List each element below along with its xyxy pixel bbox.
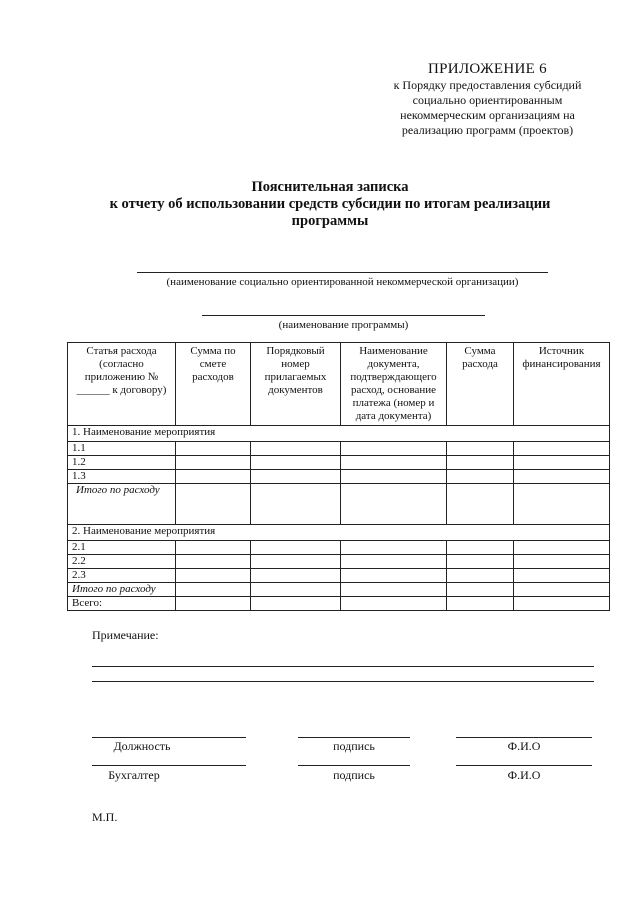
table-cell[interactable] [514, 456, 610, 470]
row-number: 1.1 [68, 442, 176, 456]
section-2-title: 2. Наименование мероприятия [68, 525, 610, 541]
title-line-3: программы [291, 213, 369, 229]
grand-total-row [68, 597, 610, 611]
table-cell[interactable] [176, 597, 251, 611]
accountant-line[interactable] [92, 765, 246, 766]
position-line[interactable] [92, 737, 246, 738]
table-cell[interactable] [341, 442, 447, 456]
signature-line[interactable] [298, 737, 410, 738]
expense-report-table [67, 342, 610, 611]
fio-label: Ф.И.О [507, 768, 541, 782]
row-number: 1.3 [68, 470, 176, 484]
header-estimate-sum: Сумма по смете расходов [176, 343, 251, 426]
table-cell[interactable] [514, 484, 610, 525]
table-cell[interactable] [251, 470, 341, 484]
table-cell[interactable] [447, 597, 514, 611]
table-row [68, 470, 610, 484]
table-cell[interactable] [251, 555, 341, 569]
row-number: 1.2 [68, 456, 176, 470]
table-cell[interactable] [176, 555, 251, 569]
table-row [68, 456, 610, 470]
org-name-caption: (наименование социально ориентированной некоммерческой организации) [166, 276, 519, 288]
header-doc-number: Порядковый номер прилагаемых документов [251, 343, 341, 426]
table-cell[interactable] [341, 569, 447, 583]
subtotal-label: Итого по расходу [68, 583, 176, 597]
table-cell[interactable] [447, 555, 514, 569]
org-name-line[interactable] [137, 272, 548, 273]
table-cell[interactable] [447, 541, 514, 555]
accountant-label: Бухгалтер [108, 768, 160, 782]
table-cell[interactable] [341, 597, 447, 611]
subtotal-row [68, 583, 610, 597]
appendix-title: ПРИЛОЖЕНИЕ 6 [428, 61, 547, 77]
note-line[interactable] [92, 681, 594, 682]
table-cell[interactable] [251, 442, 341, 456]
fio-line[interactable] [456, 765, 592, 766]
table-cell[interactable] [447, 583, 514, 597]
fio-line[interactable] [456, 737, 592, 738]
table-cell[interactable] [251, 583, 341, 597]
subtotal-label: Итого по расходу [68, 484, 176, 525]
table-cell[interactable] [447, 470, 514, 484]
table-cell[interactable] [447, 456, 514, 470]
table-cell[interactable] [176, 541, 251, 555]
signature-label: подпись [333, 739, 375, 753]
table-cell[interactable] [251, 541, 341, 555]
header-doc-name: Наименование документа, подтверждающего расход, основание платежа (номер и дата документа) [341, 343, 447, 426]
appendix-line: социально ориентированным [412, 93, 563, 107]
table-cell[interactable] [251, 456, 341, 470]
table-cell[interactable] [514, 569, 610, 583]
table-cell[interactable] [447, 484, 514, 525]
position-label: Должность [113, 739, 171, 753]
title-line-1: Пояснительная записка [251, 179, 409, 195]
table-cell[interactable] [341, 484, 447, 525]
table-cell[interactable] [341, 470, 447, 484]
table-cell[interactable] [514, 583, 610, 597]
section-row [68, 426, 610, 442]
section-1-title: 1. Наименование мероприятия [68, 426, 610, 442]
row-number: 2.1 [68, 541, 176, 555]
table-cell[interactable] [514, 541, 610, 555]
section-row [68, 525, 610, 541]
note-label: Примечание: [92, 628, 159, 642]
table-cell[interactable] [341, 583, 447, 597]
table-row [68, 541, 610, 555]
table-cell[interactable] [176, 569, 251, 583]
table-cell[interactable] [514, 597, 610, 611]
table-cell[interactable] [251, 484, 341, 525]
table-cell[interactable] [176, 470, 251, 484]
header-expense-item: Статья расхода (согласно приложению № ______ к договору) [68, 343, 176, 426]
table-cell[interactable] [341, 456, 447, 470]
table-cell[interactable] [514, 470, 610, 484]
program-name-line[interactable] [202, 315, 485, 316]
program-name-caption: (наименование программы) [278, 319, 409, 331]
title-line-2: к отчету об использовании средств субсидии по итогам реализации [109, 196, 551, 212]
table-cell[interactable] [176, 442, 251, 456]
table-cell[interactable] [514, 555, 610, 569]
table-cell[interactable] [251, 569, 341, 583]
appendix-line: реализацию программ (проектов) [401, 123, 574, 137]
header-funding-source: Источник финансирования [514, 343, 610, 426]
row-number: 2.2 [68, 555, 176, 569]
table-cell[interactable] [341, 555, 447, 569]
table-cell[interactable] [447, 442, 514, 456]
signature-label: подпись [333, 768, 375, 782]
table-row [68, 555, 610, 569]
row-number: 2.3 [68, 569, 176, 583]
signature-line[interactable] [298, 765, 410, 766]
table-cell[interactable] [176, 456, 251, 470]
document-title [60, 179, 600, 230]
note-line[interactable] [92, 666, 594, 667]
appendix-block [360, 60, 615, 138]
table-cell[interactable] [251, 597, 341, 611]
table-row [68, 569, 610, 583]
table-cell[interactable] [341, 541, 447, 555]
grand-total-label: Всего: [68, 597, 176, 611]
header-expense-sum: Сумма расхода [447, 343, 514, 426]
table-row [68, 442, 610, 456]
table-cell[interactable] [447, 569, 514, 583]
subtotal-row [68, 484, 610, 525]
table-header-row [68, 343, 610, 426]
appendix-line: к Порядку предоставления субсидий [393, 78, 582, 92]
appendix-line: некоммерческим организациям на [400, 108, 575, 122]
fio-label: Ф.И.О [507, 739, 541, 753]
table-cell[interactable] [176, 484, 251, 525]
table-cell[interactable] [514, 442, 610, 456]
table-cell[interactable] [176, 583, 251, 597]
stamp-label: М.П. [92, 810, 118, 824]
